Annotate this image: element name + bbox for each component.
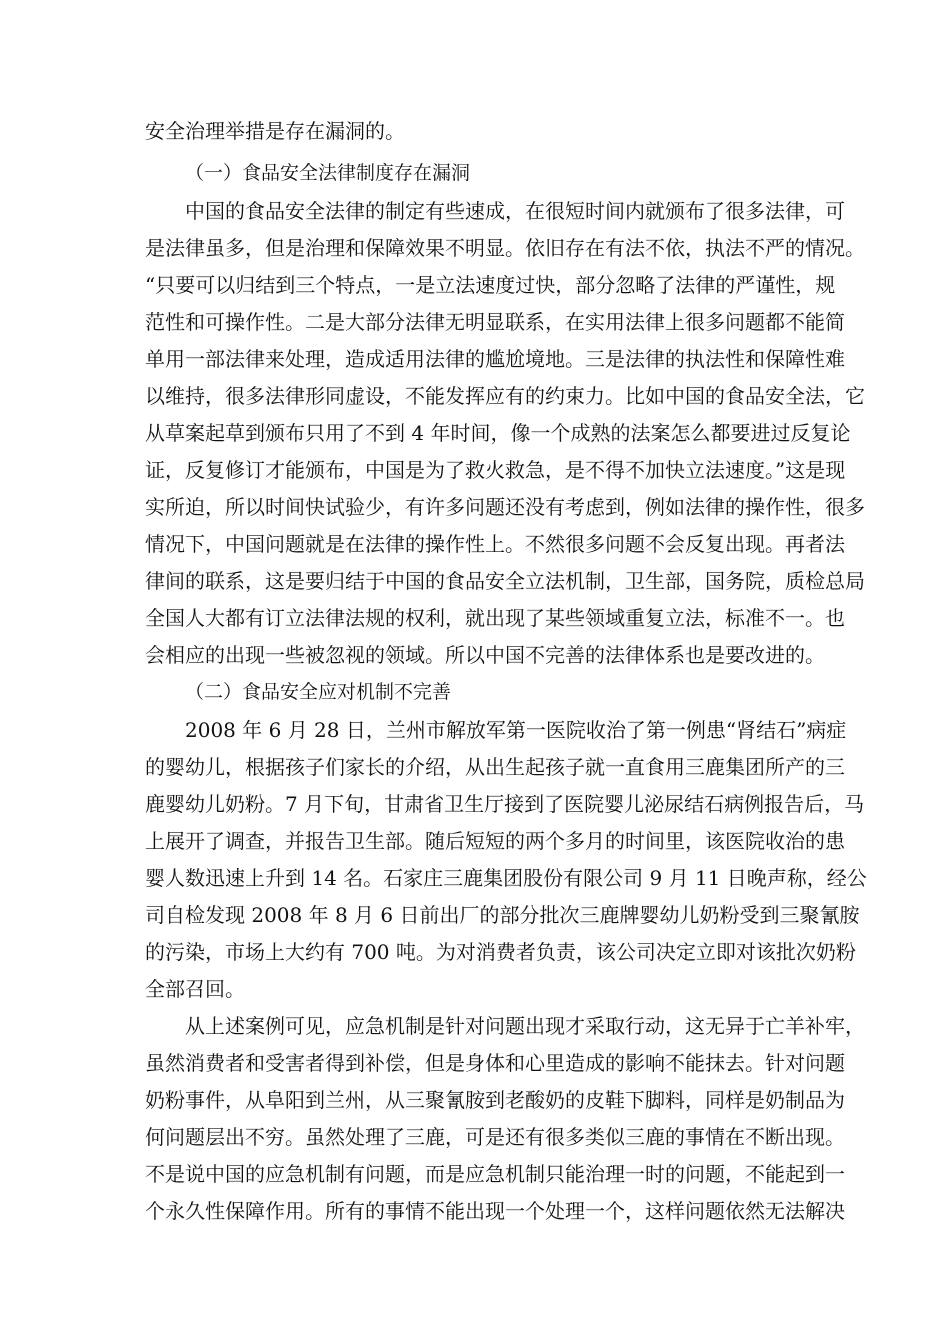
text-line: 律间的联系，这是要归结于中国的食品安全立法机制，卫生部，国务院，质检总局	[145, 569, 865, 593]
text-line: 会相应的出现一些被忽视的领域。所以中国不完善的法律体系也是要改进的。	[145, 643, 825, 667]
text-line: 2008 年 6 月 28 日，兰州市解放军第一医院收治了第一例患“肾结石”病症	[185, 718, 847, 742]
text-line: 情况下，中国问题就是在法律的操作性上。不然很多问题不会反复出现。再者法	[145, 532, 845, 556]
text-line: 范性和可操作性。二是大部分法律无明显联系，在实用法律上很多问题都不能简	[145, 310, 845, 334]
text-line: 实所迫，所以时间快试验少，有许多问题还没有考虑到，例如法律的操作性，很多	[145, 495, 865, 519]
text-line: 何问题层出不穷。虽然处理了三鹿，可是还有很多类似三鹿的事情在不断出现。	[145, 1125, 845, 1149]
section-heading-1: （一）食品安全法律制度存在漏洞	[185, 162, 471, 184]
text-line: 安全治理举措是存在漏洞的。	[145, 119, 405, 143]
text-line: 全部召回。	[145, 977, 245, 1001]
text-line: 是法律虽多，但是治理和保障效果不明显。依旧存在有法不依，执法不严的情况。	[145, 236, 865, 260]
text-line: 从草案起草到颁布只用了不到 4 年时间，像一个成熟的法案怎么都要进过反复论	[145, 421, 851, 445]
text-line: 的婴幼儿，根据孩子们家长的介绍，从出生起孩子就一直食用三鹿集团所产的三	[145, 755, 845, 779]
text-line: 以维持，很多法律形同虚设，不能发挥应有的约束力。比如中国的食品安全法，它	[145, 384, 865, 408]
text-line: “只要可以归结到三个特点，一是立法速度过快，部分忽略了法律的严谨性，规	[145, 273, 836, 297]
text-line: 全国人大都有订立法律法规的权利，就出现了某些领域重复立法，标准不一。也	[145, 606, 845, 630]
text-line: 从上述案例可见，应急机制是针对问题出现才采取行动，这无异于亡羊补牢，	[185, 1014, 865, 1038]
section-heading-2: （二）食品安全应对机制不完善	[185, 681, 452, 703]
text-line: 鹿婴幼儿奶粉。7 月下旬，甘肃省卫生厅接到了医院婴儿泌尿结石病例报告后，马	[145, 792, 865, 816]
text-line: 的污染，市场上大约有 700 吨。为对消费者负责，该公司决定立即对该批次奶粉	[145, 940, 856, 964]
text-line: 中国的食品安全法律的制定有些速成，在很短时间内就颁布了很多法律，可	[185, 199, 845, 223]
text-line: 奶粉事件，从阜阳到兰州，从三聚氰胺到老酸奶的皮鞋下脚料，同样是奶制品为	[145, 1088, 845, 1112]
text-line: 个永久性保障作用。所有的事情不能出现一个处理一个，这样问题依然无法解决	[145, 1199, 845, 1223]
text-line: 证，反复修订才能颁布，中国是为了救火救急，是不得不加快立法速度。”这是现	[145, 458, 846, 482]
text-line: 单用一部法律来处理，造成适用法律的尴尬境地。三是法律的执法性和保障性难	[145, 347, 845, 371]
text-line: 不是说中国的应急机制有问题，而是应急机制只能治理一时的问题，不能起到一	[145, 1162, 845, 1186]
text-line: 上展开了调查，并报告卫生部。随后短短的两个多月的时间里，该医院收治的患	[145, 829, 845, 853]
text-line: 虽然消费者和受害者得到补偿，但是身体和心里造成的影响不能抹去。针对问题	[145, 1051, 845, 1075]
text-line: 婴人数迅速上升到 14 名。石家庄三鹿集团股份有限公司 9 月 11 日晚声称，经公	[145, 866, 867, 890]
text-line: 司自检发现 2008 年 8 月 6 日前出厂的部分批次三鹿牌婴幼儿奶粉受到三聚氰胺	[145, 903, 860, 927]
